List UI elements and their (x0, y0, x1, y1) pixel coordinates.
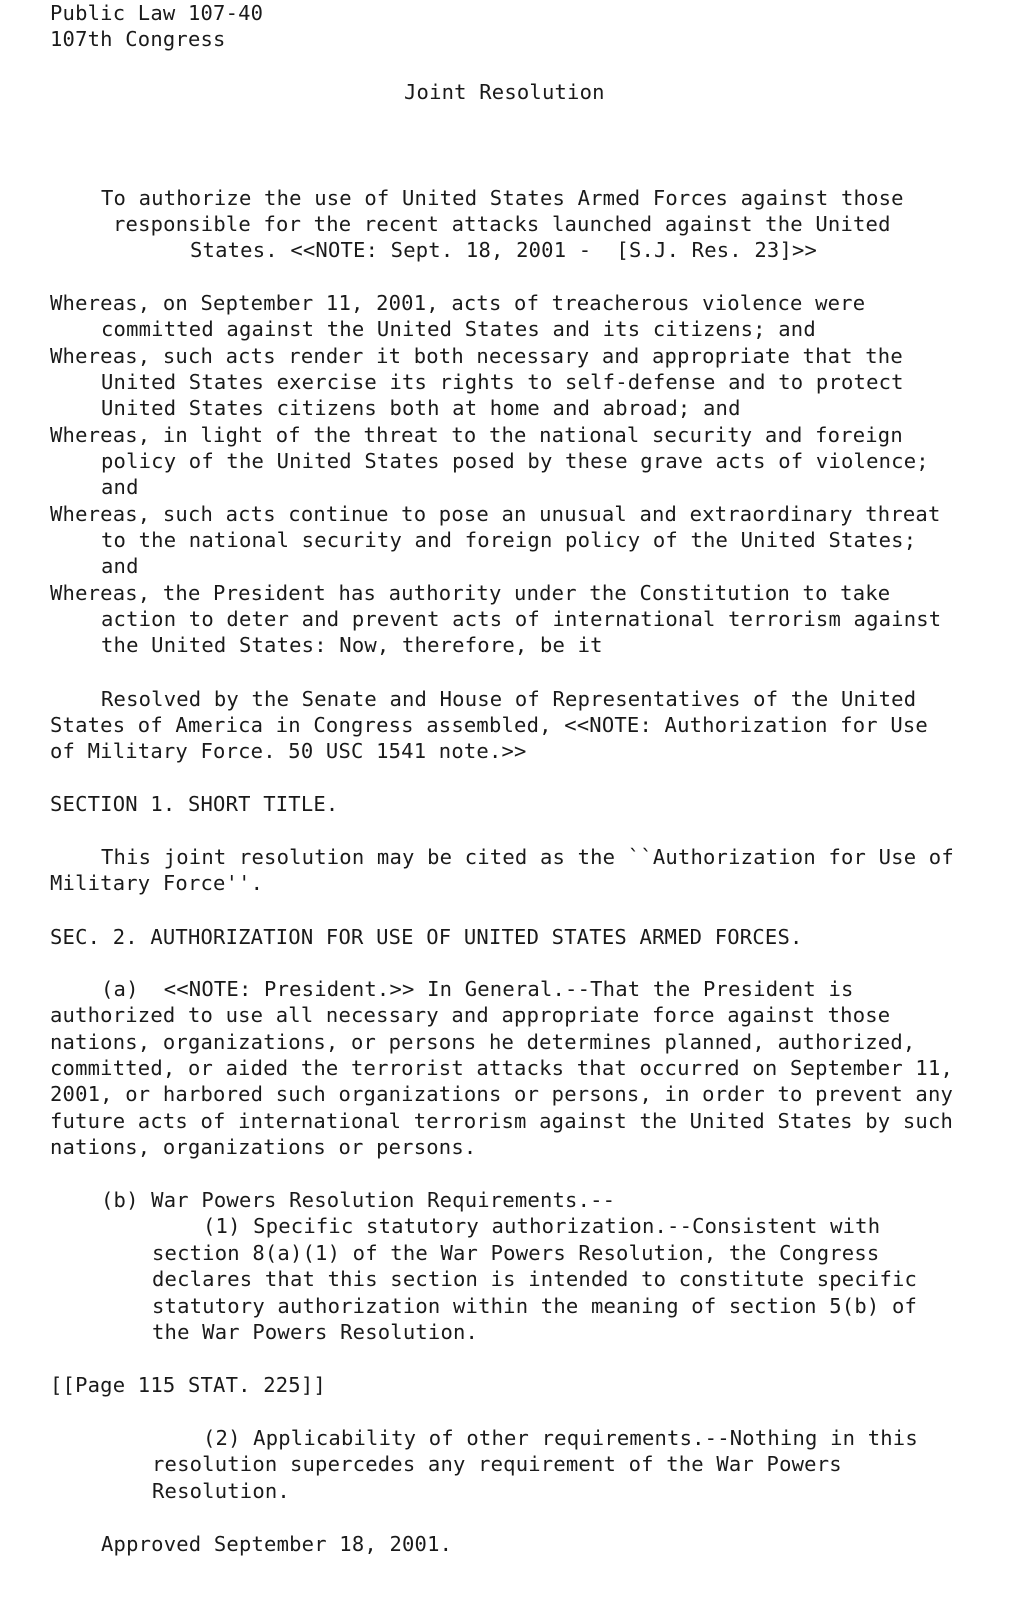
whereas-clause-line: United States exercise its rights to self-defense and to protect (101, 370, 904, 394)
paragraph-b1-line: (1) Specific statutory authorization.--Consistent with (203, 1214, 881, 1238)
section-1-heading: SECTION 1. SHORT TITLE. (50, 792, 339, 816)
whereas-clause-line: Whereas, such acts continue to pose an unusual and extraordinary threat (50, 502, 941, 526)
resolving-clause-line: States of America in Congress assembled, <<NOTE: Authorization for Use (50, 713, 928, 737)
subsection-a-line: authorized to use all necessary and appropriate force against those (50, 1003, 891, 1027)
subsection-a-line: committed, or aided the terrorist attacks that occurred on September 11, (50, 1056, 954, 1080)
subsection-a-line: 2001, or harbored such organizations or persons, in order to prevent any (50, 1082, 954, 1106)
paragraph-b1-line: statutory authorization within the meaning of section 5(b) of (152, 1294, 918, 1318)
whereas-clause-line: and (101, 475, 139, 499)
section-1-text-line: Military Force''. (50, 871, 264, 895)
whereas-clause-line: committed against the United States and its citizens; and (101, 317, 816, 341)
resolving-clause-line: Resolved by the Senate and House of Representatives of the United (101, 687, 917, 711)
paragraph-b2-line: (2) Applicability of other requirements.--Nothing in this (203, 1426, 918, 1450)
purpose-line: responsible for the recent attacks launched against the United (113, 212, 891, 236)
section-1-text-line: This joint resolution may be cited as the ``Authorization for Use of (101, 845, 954, 869)
page-marker: [[Page 115 STAT. 225]] (50, 1373, 326, 1397)
purpose-line: States. <<NOTE: Sept. 18, 2001 - [S.J. Res. 23]>> (190, 238, 818, 262)
whereas-clause-line: Whereas, the President has authority under the Constitution to take (50, 581, 891, 605)
subsection-a-line: nations, organizations, or persons he determines planned, authorized, (50, 1030, 916, 1054)
whereas-clause-line: action to deter and prevent acts of international terrorism against (101, 607, 942, 631)
whereas-clause-line: Whereas, such acts render it both necessary and appropriate that the (50, 344, 903, 368)
document-title: Joint Resolution (404, 80, 605, 104)
paragraph-b2-line: resolution supercedes any requirement of the War Powers (152, 1452, 842, 1476)
approval-date: Approved September 18, 2001. (101, 1532, 453, 1556)
paragraph-b1-line: the War Powers Resolution. (152, 1320, 479, 1344)
whereas-clause-line: the United States: Now, therefore, be it (101, 633, 603, 657)
whereas-clause-line: Whereas, on September 11, 2001, acts of treacherous violence were (50, 291, 866, 315)
public-law-number: Public Law 107-40 (50, 1, 264, 25)
subsection-a-line: future acts of international terrorism against the United States by such (50, 1109, 954, 1133)
subsection-b-heading: (b) War Powers Resolution Requirements.-- (101, 1188, 616, 1212)
subsection-a-line: (a) <<NOTE: President.>> In General.--That the President is (101, 977, 854, 1001)
resolving-clause-line: of Military Force. 50 USC 1541 note.>> (50, 739, 527, 763)
whereas-clause-line: policy of the United States posed by these grave acts of violence; (101, 449, 929, 473)
whereas-clause-line: Whereas, in light of the threat to the national security and foreign (50, 423, 903, 447)
paragraph-b2-line: Resolution. (152, 1479, 290, 1503)
congress-number: 107th Congress (50, 27, 226, 51)
paragraph-b1-line: section 8(a)(1) of the War Powers Resolution, the Congress (152, 1241, 880, 1265)
whereas-clause-line: to the national security and foreign policy of the United States; (101, 528, 917, 552)
whereas-clause-line: and (101, 554, 139, 578)
paragraph-b1-line: declares that this section is intended to constitute specific (152, 1267, 918, 1291)
purpose-line: To authorize the use of United States Armed Forces against those (101, 186, 904, 210)
subsection-a-line: nations, organizations or persons. (50, 1135, 477, 1159)
section-2-heading: SEC. 2. AUTHORIZATION FOR USE OF UNITED STATES ARMED FORCES. (50, 925, 803, 949)
whereas-clause-line: United States citizens both at home and abroad; and (101, 396, 741, 420)
